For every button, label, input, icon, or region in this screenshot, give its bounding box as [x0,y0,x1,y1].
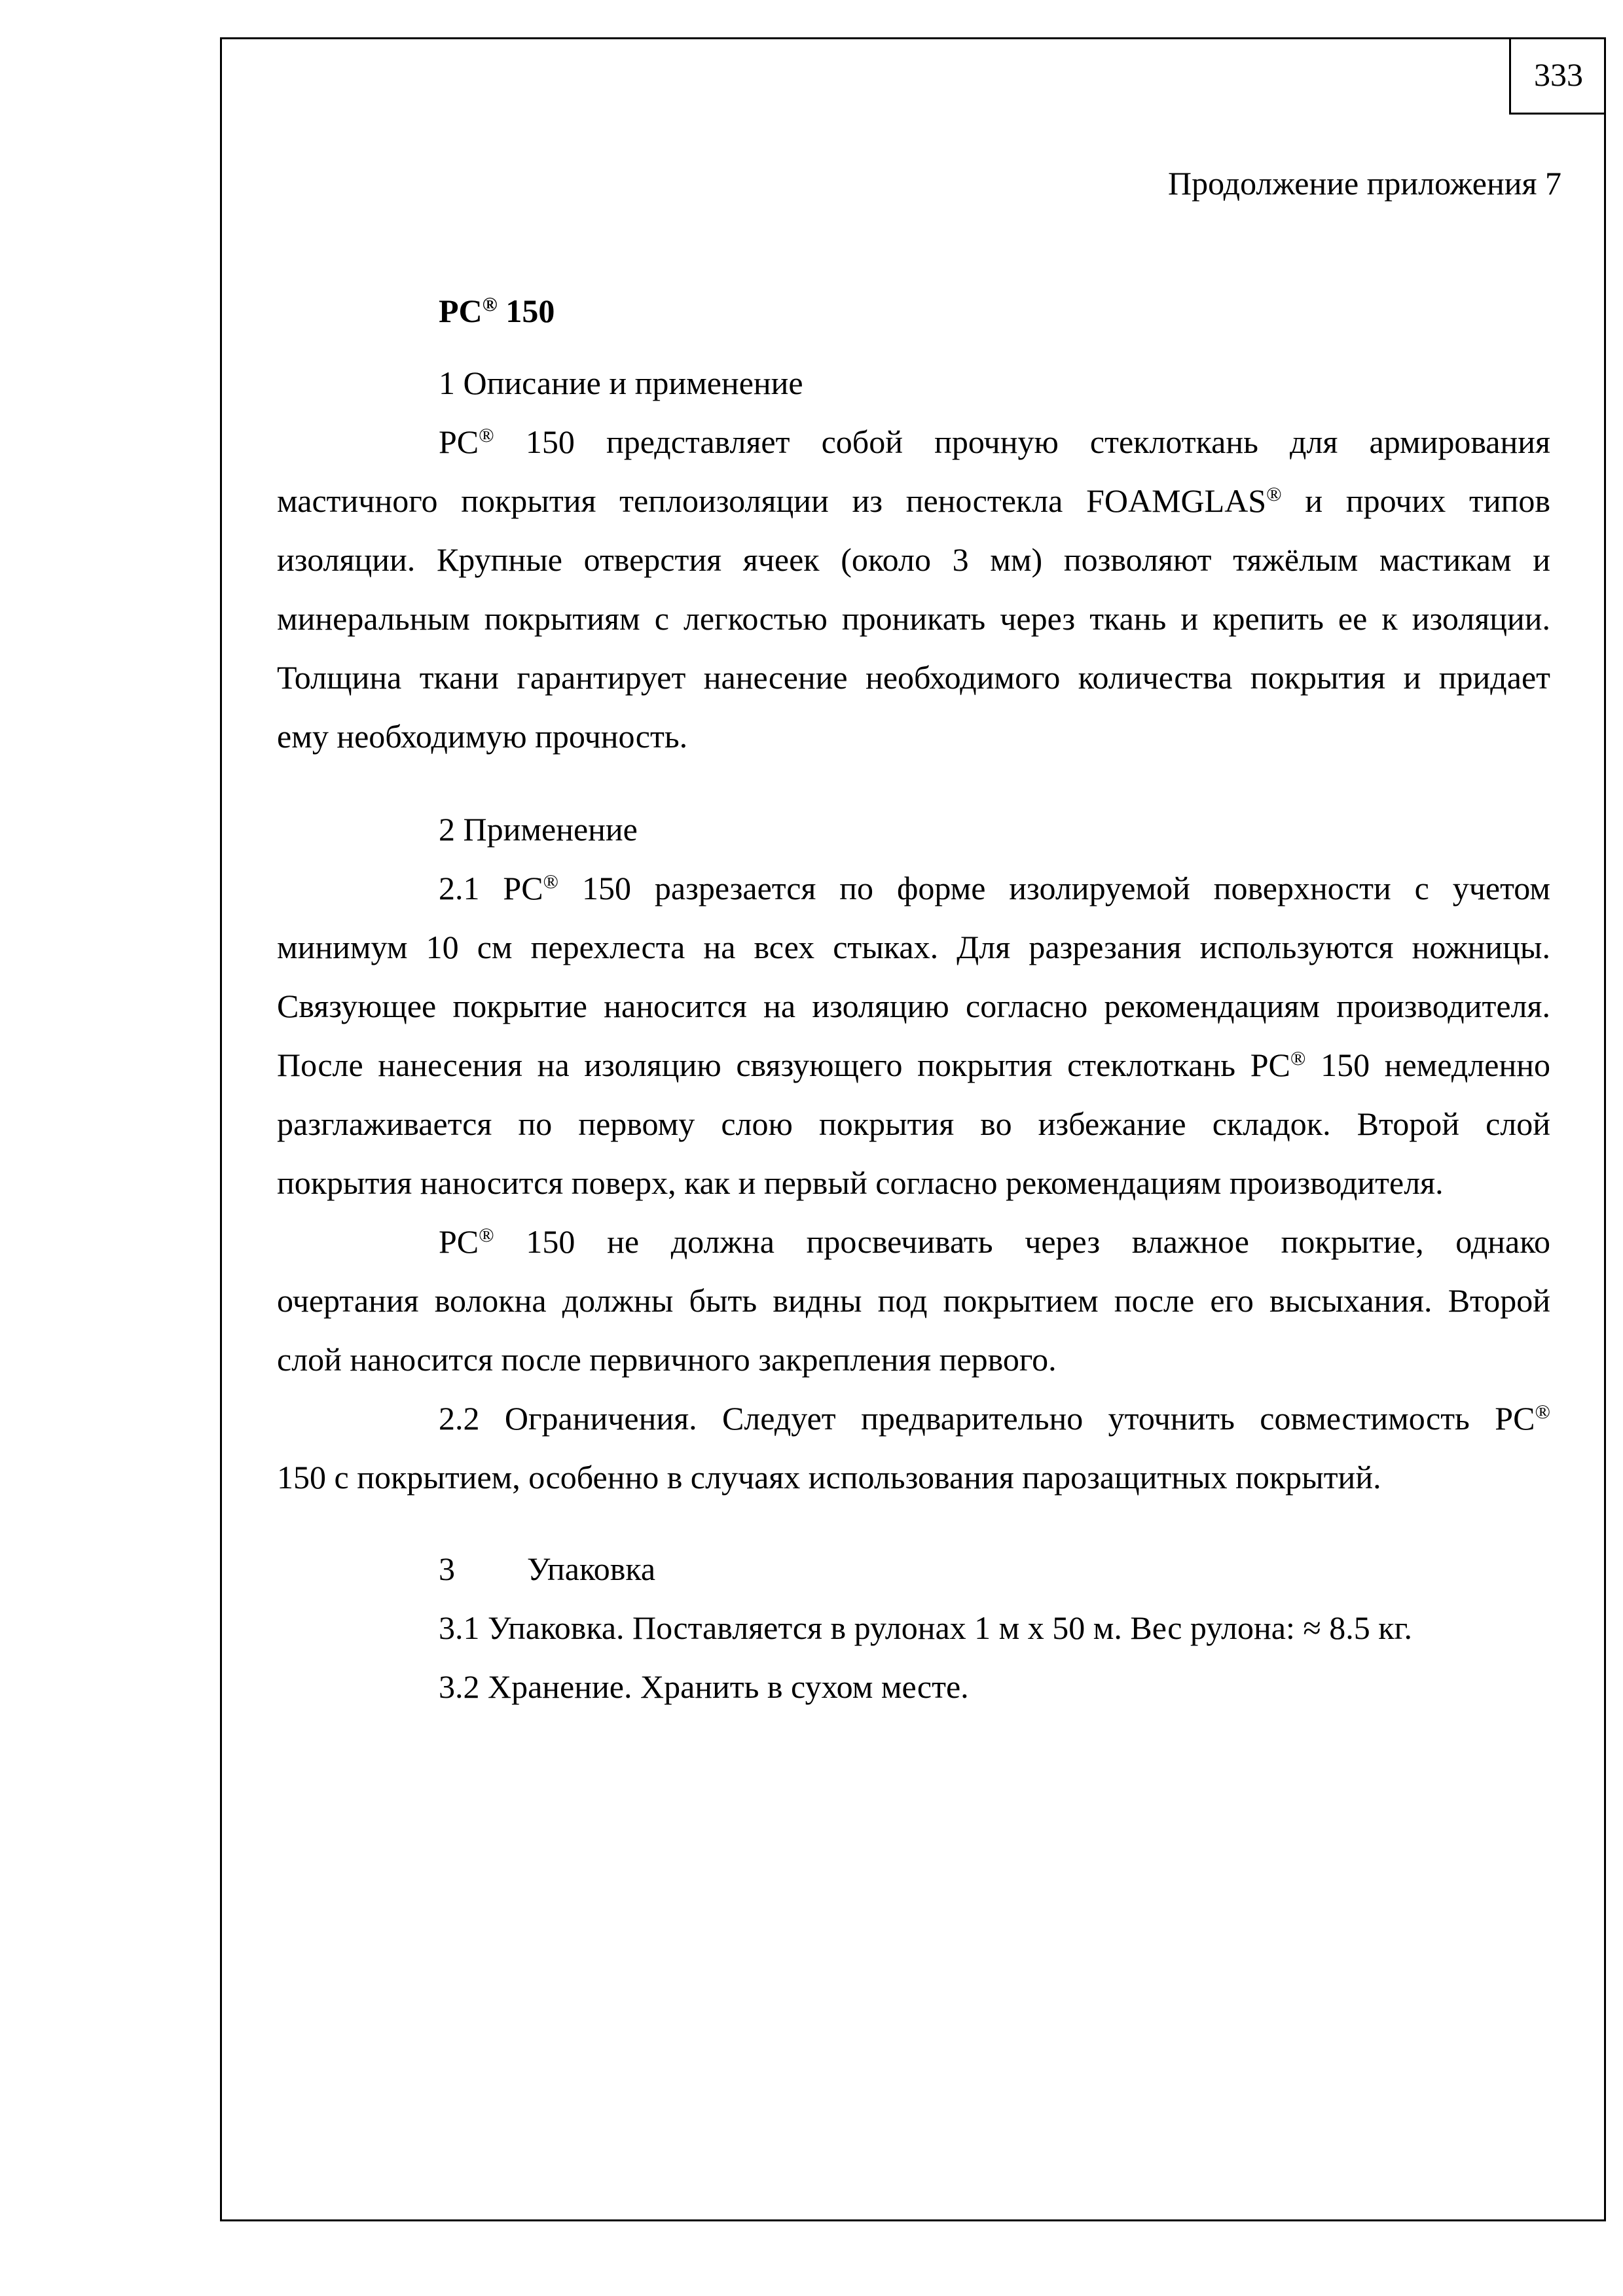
section-2 [277,800,1550,1507]
paragraph-line: 150 с покрытием, особенно в случаях использования парозащитных покрытий. [277,1459,1381,1496]
section-2-heading: 2 Применение [439,811,638,848]
paragraph-line: очертания волокна должны быть видны под покрытием после его высыхания. Второй [277,1282,1550,1319]
page-number: 333 [1509,37,1606,115]
paragraph-line: После нанесения на изоляцию связующего покрытия стеклоткань PC® 150 немедленно [277,1046,1550,1083]
section-1 [277,353,1550,766]
paragraph-line: мастичного покрытия теплоизоляции из пеностекла FOAMGLAS® и прочих типов [277,482,1551,519]
paragraph-line: минимум 10 см перехлеста на всех стыках. Для разрезания используются ножницы. [277,929,1550,965]
section-3 [277,1539,1550,1716]
paragraph-line: слой наносится после первичного закрепления первого. [277,1341,1057,1378]
section-3-heading: 3 Упаковка [439,1551,656,1587]
document-title: PC® 150 [439,292,555,329]
packaging-line: 3.1 Упаковка. Поставляется в рулонах 1 м х 50 м. Вес рулона: ≈ 8.5 кг. [439,1609,1412,1646]
paragraph-line: Связующее покрытие наносится на изоляцию согласно рекомендациям производителя. [277,988,1550,1024]
paragraph-line: покрытия наносится поверх, как и первый согласно рекомендациям производителя. [277,1164,1444,1201]
paragraph-line: минеральным покрытиям с легкостью проникать через ткань и крепить ее к изоляции. [277,600,1550,637]
section-1-heading: 1 Описание и применение [439,365,803,401]
storage-line: 3.2 Хранение. Хранить в сухом месте. [439,1668,969,1705]
paragraph-line: ему необходимую прочность. [277,718,688,755]
paragraph-line: PC® 150 не должна просвечивать через влажное покрытие, однако [439,1223,1550,1260]
paragraph-line: Толщина ткани гарантирует нанесение необходимого количества покрытия и придает [277,659,1550,696]
paragraph-line: 2.1 PC® 150 разрезается по форме изолируемой поверхности с учетом [439,869,1550,906]
paragraph-line: PC® 150 представляет собой прочную стеклоткань для армирования [439,423,1550,460]
appendix-header: Продолжение приложения 7 [1167,165,1561,202]
paragraph-line: разглаживается по первому слою покрытия во избежание складок. Второй слой [277,1105,1550,1142]
paragraph-line: 2.2 Ограничения. Следует предварительно уточнить совместимость PC® [439,1399,1550,1437]
paragraph-line: изоляции. Крупные отверстия ячеек (около 3 мм) позволяют тяжёлым мастикам и [277,541,1550,578]
